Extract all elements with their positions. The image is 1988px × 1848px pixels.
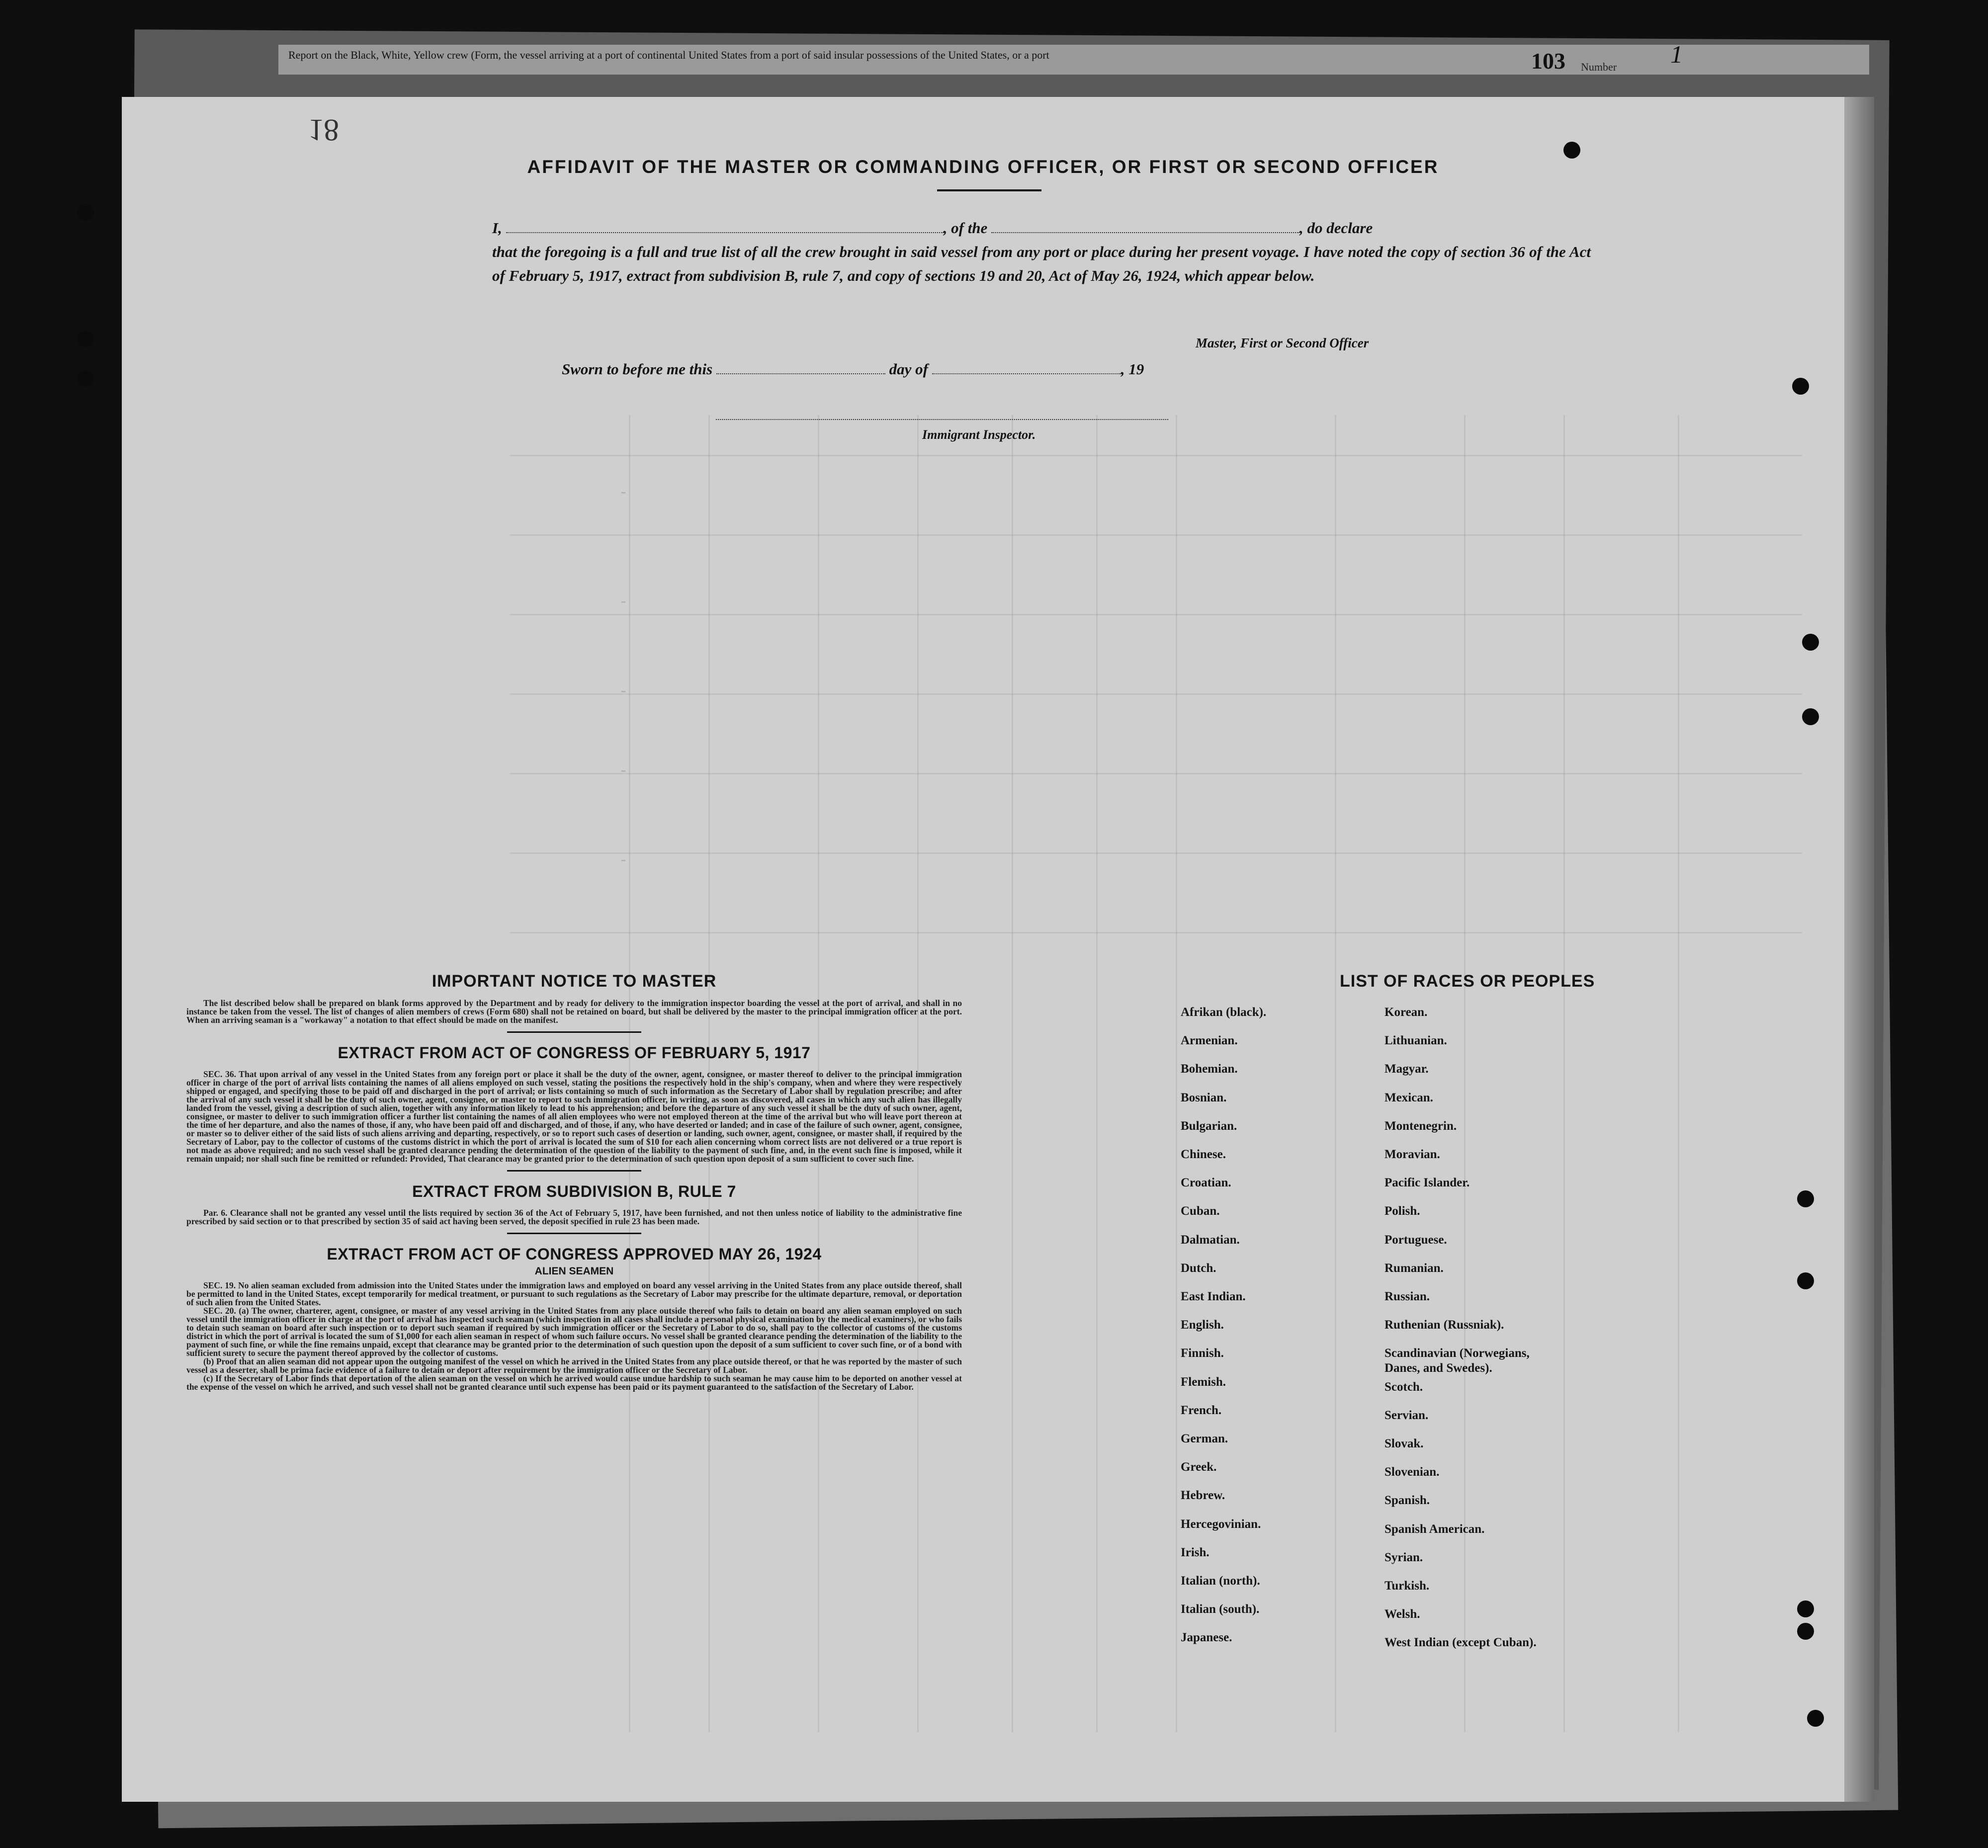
race-item: Italian (south). [1181,1602,1260,1616]
punch-hole [77,370,94,387]
sec-20c-text: (c) If the Secretary of Labor finds that deportation of the alien seaman on the vessel on which he arrived would cause undue hardship to such seaman he may cause him to be deported on another vessel at the expense of the vessel on which he arrived, and such vessel shall not be granted clearance until such expense has been paid or its payment guaranteed to the satisfaction of the Secretary of Labor. [186,1373,962,1392]
race-item: Dutch. [1181,1261,1216,1275]
number-label: Number [1581,61,1617,73]
race-item: Afrikan (black). [1181,1006,1267,1019]
race-item: Bohemian. [1181,1062,1238,1076]
sec-19-text: SEC. 19. No alien seaman excluded from admission into the United States under the immigration laws and employed on board any vessel arriving in the United States from any place outside thereof, shall be permitted to land in the United States, except temporarily for medical treatment, or pursuant to such regulations as the Secretary of Labor may prescribe for the ultimate departure, removal, or deportation of such alien from the United States. [186,1280,962,1307]
notices-section [186,972,962,1391]
race-item: Korean. [1384,1006,1428,1019]
race-item: Slovak. [1384,1437,1424,1450]
race-item: Pacific Islander. [1384,1176,1470,1189]
punch-hole [1802,708,1819,725]
extract-1917-text: SEC. 36. That upon arrival of any vessel in the United States from any foreign port or place it shall be the duty of the owner, agent, consignee, or master thereof to deliver to the principal immigration officer in charge of the port of arrival lists containing the names of all aliens employed on such vessel, stating the positions the respectively hold in the ship's company, when and where they were respectively shipped or engaged, and specifying those to be paid off and discharged in the port of arrival; or lists containing so much of such information as the Secretary of Labor shall by regulation prescribe; and after the arrival of any such vessel it shall be the duty of such owner, agent, consignee, or master to report to such immigration officer, in writing, as soon as discovered, all cases in which any such alien has illegally landed from the vessel, giving a description of such alien, together with any information likely to lead to his apprehension; and before the departure of any such vessel it shall be the duty of such owner, agent, consignee, or master to deliver to such immigration officer a further list containing the names of all alien employees who were not employed thereon at the time of the arrival but who will leave port thereon at the time of her departure, and also the names of those, if any, who have been paid off and discharged, and of those, if any, who have deserted or landed; and in case of the failure of such owner, agent, consignee, or master so to deliver either of the said lists of such aliens arriving and departing, respectively, or so to report such cases of desertion or landing, such owner, agent, consignee, or master shall, if required by the Secretary of Labor, pay to the collector of customs of the customs district in which the port of arrival is located the sum of $10 for each alien concerning whom correct lists are not delivered or a true report is not made as above required; and no such vessel shall be granted clearance pending the determination of the question of the liability to the payment of such fine, and, in the event such fine is imposed, while it remain unpaid; nor shall such fine be remitted or refunded: Provided, That clearance may be granted prior to the determination of such question upon deposit of a sum sufficient to cover such fine. [186,1069,962,1164]
day-of-label: day of [889,360,928,378]
punch-hole [1802,634,1819,651]
do-declare-label: , do declare [1299,219,1373,237]
punch-hole [1792,378,1809,395]
strip-text: Report on the Black, White, Yellow crew (Form, the vessel arriving at a port of continental United States from a port of said insular possessions of the United States, or a port [288,49,1049,61]
race-item: German. [1181,1432,1228,1445]
race-item: East Indian. [1181,1290,1246,1303]
section-rule [507,1170,641,1172]
race-item: Moravian. [1384,1148,1440,1161]
race-item: Cuban. [1181,1204,1220,1218]
race-item: Scotch. [1384,1380,1423,1394]
race-item: Slovenian. [1384,1465,1440,1479]
sec-20a-text: SEC. 20. (a) The owner, charterer, agent, consignee, or master of any vessel arriving in the United States from any place outside thereof who fails to detain on board any alien seaman employed on such vessel until the immigration officer in charge at the port of arrival has inspected such seaman (which inspection in all cases shall include a personal physical examination by the medical examiners), or who fails to detain such seaman on board after such inspection or to deport such seaman if required by such immigration officer or the Secretary of Labor to do so, shall pay to the collector of customs of the customs district in which the port of arrival is located the sum of $1,000 for each alien seaman in respect of whom such failure occurs. No vessel shall be granted clearance pending the determination of the liability to the payment of such fine, or while the fine remains unpaid, except that clearance may be granted prior to the determination of such question upon the deposit of a sum sufficient to cover such fine, or of a bond with sufficient surety to secure the payment thereof approved by the collector of customs. [186,1306,962,1358]
title-rule [937,189,1041,191]
races-title: LIST OF RACES OR PEOPLES [1340,972,1595,991]
race-item: Greek. [1181,1460,1217,1474]
race-item: Hebrew. [1181,1489,1225,1502]
race-item: Flemish. [1181,1375,1226,1389]
punch-hole [1807,1710,1824,1727]
race-item: Montenegrin. [1384,1119,1457,1133]
race-item: Magyar. [1384,1062,1429,1076]
punch-hole [77,331,94,347]
punch-hole [1797,1272,1814,1289]
section-rule [507,1031,641,1033]
race-item: Danes, and Swedes). [1384,1361,1492,1375]
name-field[interactable] [506,232,944,233]
year-label: , 19 [1121,360,1144,378]
race-item: Finnish. [1181,1346,1224,1360]
corner-mark: 18 [308,113,339,147]
race-item: Mexican. [1384,1091,1433,1104]
race-item: Bosnian. [1181,1091,1227,1104]
notice-text: The list described below shall be prepared on blank forms approved by the Department and by ready for delivery to the immigration inspector boarding the vessel at the port of arrival, and shall in no instance be taken from the vessel. The list of changes of alien members of crews (Form 680) shall not be retained on board, but shall be delivered by the master to the principal immigration officer at the port. When an arriving seaman is a "workaway" a notation to that effect should be made on the manifest. [186,998,962,1025]
race-item: Syrian. [1384,1551,1423,1564]
alien-seamen-subtitle: ALIEN SEAMEN [534,1265,614,1277]
i-label: I, [492,219,502,237]
page-number: 103 [1531,48,1565,74]
race-item: West Indian (except Cuban). [1384,1636,1537,1649]
race-item: Ruthenian (Russniak). [1384,1318,1504,1332]
sec-20b-text: (b) Proof that an alien seaman did not appear upon the outgoing manifest of the vessel on which he arrived in the United States from any place outside thereof, or that he was reported by the master of such vessel as a deserter, shall be prima facie evidence of a failure to detain or deport after requirement by the immigration officer or the Secretary of Labor. [186,1356,962,1375]
affidavit-body [492,216,1591,288]
race-item: Italian (north). [1181,1574,1260,1588]
race-item: Russian. [1384,1290,1430,1303]
punch-hole [1797,1190,1814,1207]
sworn-day-field[interactable] [716,373,885,374]
punch-hole [1797,1623,1814,1640]
race-item: Bulgarian. [1181,1119,1237,1133]
race-item: Portuguese. [1384,1233,1447,1247]
affidavit-text: that the foregoing is a full and true list of all the crew brought in said vessel from any port or place during her present voyage. I have noted the copy of section 36 of the Act of February 5, 1917, extract from subdivision B, rule 7, and copy of sections 19 and 20, Act of May 26, 1924, which appear below. [492,243,1591,284]
race-item: Servian. [1384,1409,1429,1422]
notice-title: IMPORTANT NOTICE TO MASTER [432,972,717,991]
vessel-field[interactable] [991,232,1299,233]
race-item: English. [1181,1318,1224,1332]
race-item: French. [1181,1404,1222,1417]
extract-1917-title: EXTRACT FROM ACT OF CONGRESS OF FEBRUARY 5, 1917 [338,1044,811,1062]
bleed-through-table: - - - - - [122,97,1844,1802]
race-item: Japanese. [1181,1631,1232,1644]
master-label: Master, First or Second Officer [1196,336,1369,350]
race-item: Armenian. [1181,1034,1238,1047]
race-item: Spanish. [1384,1494,1430,1507]
race-item: Irish. [1181,1546,1210,1559]
section-rule [507,1233,641,1234]
sworn-month-field[interactable] [932,373,1121,374]
race-item: Rumanian. [1384,1261,1444,1275]
punch-hole [1563,142,1580,159]
subdivision-b-text: Par. 6. Clearance shall not be granted any vessel until the lists required by section 36 of the Act of February 5, 1917, have been furnished, and not then unless notice of liability to the administrative fine prescribed by said section or to that prescribed by section 35 of said act having been served, the deposit specified in rule 23 has been made. [186,1208,962,1226]
affidavit-title: AFFIDAVIT OF THE MASTER OR COMMANDING OFFICER, OR FIRST OR SECOND OFFICER [527,157,1439,177]
punch-hole [77,204,94,221]
extract-1924-title: EXTRACT FROM ACT OF CONGRESS APPROVED MAY 26, 1924 [327,1245,822,1263]
race-item: Croatian. [1181,1176,1231,1189]
race-item: Dalmatian. [1181,1233,1240,1247]
sworn-label: Sworn to before me this [562,360,713,378]
race-item: Welsh. [1384,1607,1420,1621]
race-item: Hercegovinian. [1181,1517,1261,1531]
race-item: Chinese. [1181,1148,1226,1161]
race-item: Turkish. [1384,1579,1430,1593]
punch-hole [1797,1600,1814,1617]
race-item: Spanish American. [1384,1522,1485,1536]
race-item: Lithuanian. [1384,1034,1447,1047]
document-page [122,97,1844,1802]
previous-page-strip [278,45,1869,75]
of-the-label: , of the [943,219,988,237]
race-item: Scandinavian (Norwegians, [1384,1346,1530,1360]
race-item: Polish. [1384,1204,1420,1218]
inspector-label: Immigrant Inspector. [922,427,1036,442]
sworn-line [562,360,1144,378]
inspector-signature-line[interactable] [716,419,1168,420]
subdivision-b-title: EXTRACT FROM SUBDIVISION B, RULE 7 [412,1182,736,1200]
number-value: 1 [1670,40,1683,68]
